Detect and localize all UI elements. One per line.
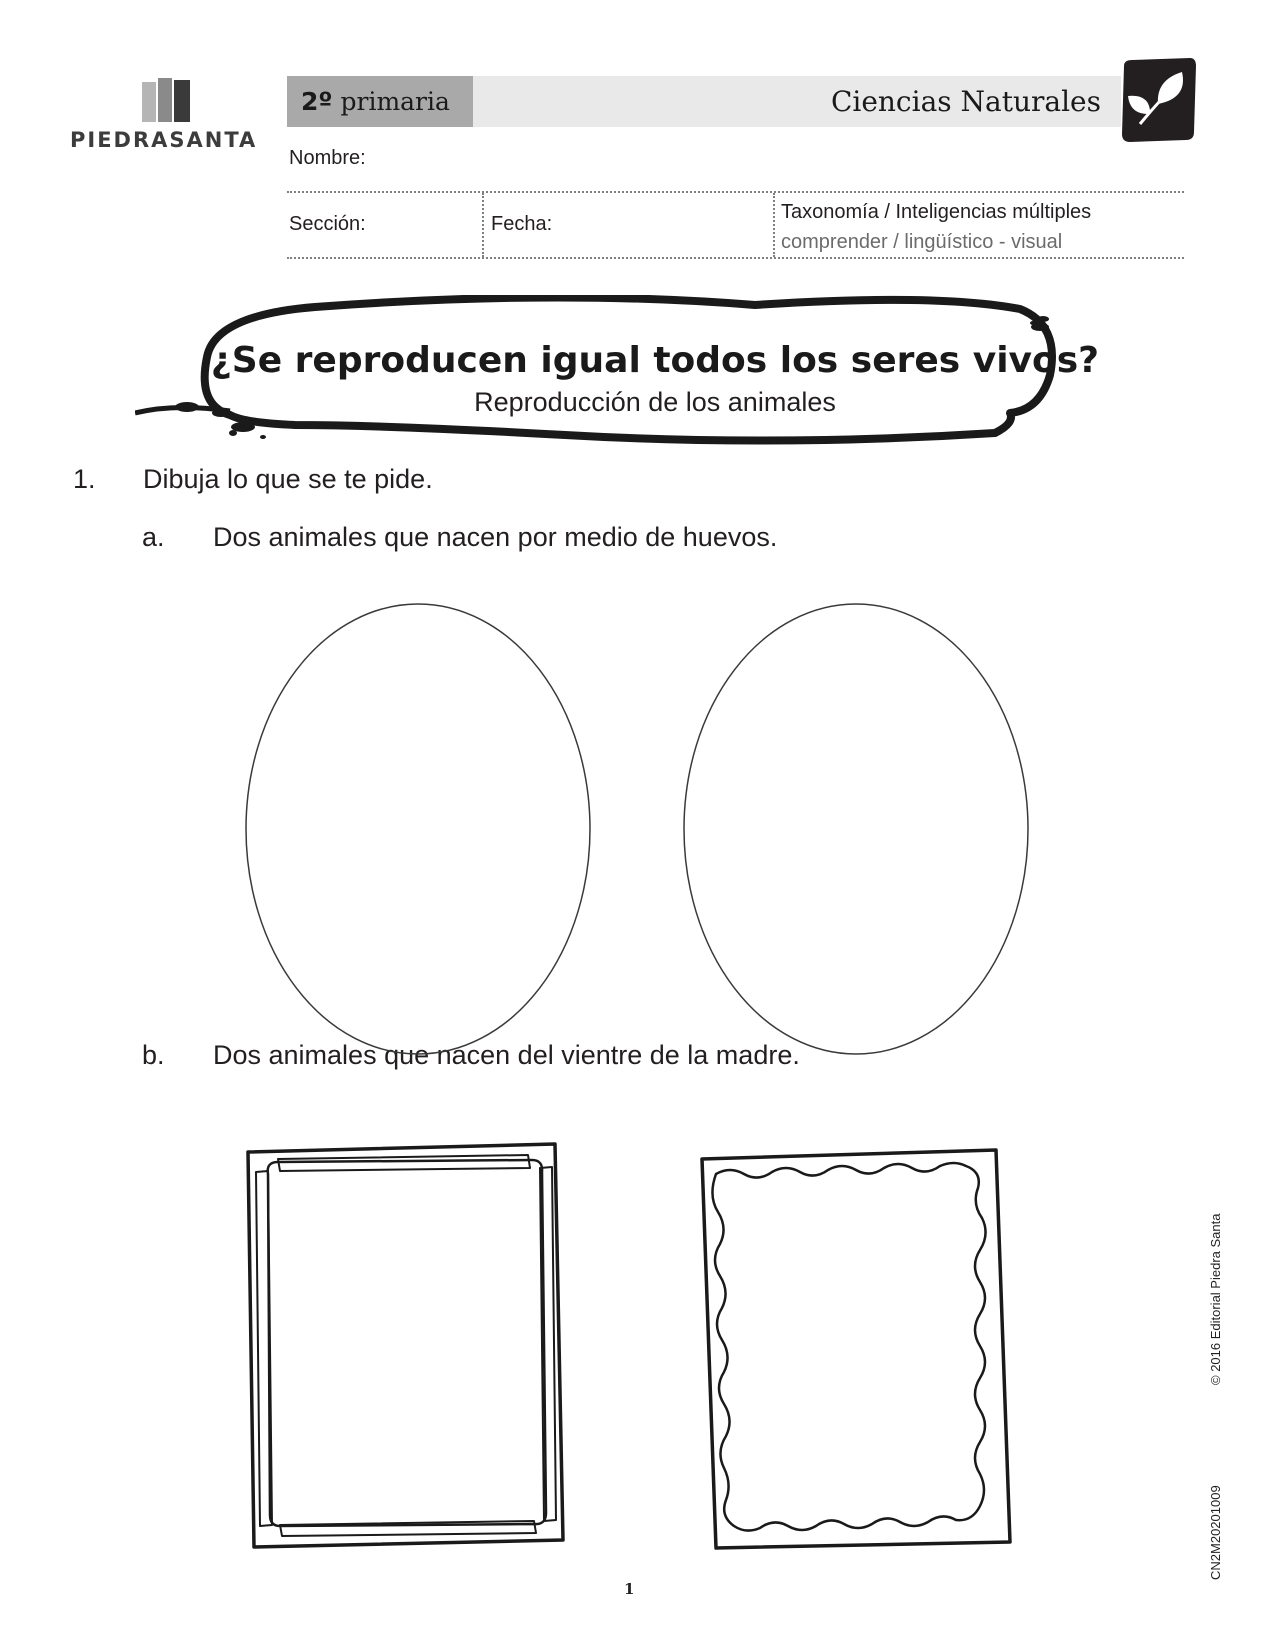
worksheet-subtitle: Reproducción de los animales [474,387,836,417]
item-a-text: Dos animales que nacen por medio de huevos. [213,522,778,552]
grade-number: 2º [301,87,333,116]
taxonomy-value: comprender / lingüístico - visual [781,231,1063,253]
date-label: Fecha: [491,213,553,235]
name-label: Nombre: [289,147,366,169]
egg-drawing-area-right [684,604,1028,1054]
frame-drawing-area-left [248,1144,563,1547]
frame-drawing-area-right [702,1150,1010,1548]
grade-level: primaria [340,87,450,116]
subject-name: Ciencias Naturales [830,85,1101,118]
worksheet-title: ¿Se reproducen igual todos los seres vivos? [210,340,1100,381]
page-number: 1 [624,1580,635,1598]
taxonomy-heading: Taxonomía / Inteligencias múltiples [781,201,1092,223]
item-a-letter: a. [142,522,165,552]
exercise-number: 1. [73,464,96,494]
item-b-text: Dos animales que nacen del vientre de la madre. [213,1040,800,1070]
section-label: Sección: [289,213,366,235]
copyright-text: © 2016 Editorial Piedra Santa [1208,1213,1223,1385]
document-code-text: CN2M20201009 [1208,1485,1223,1580]
egg-drawing-area-left [246,604,590,1054]
item-b-letter: b. [142,1040,165,1070]
exercise-instruction: Dibuja lo que se te pide. [143,464,433,494]
logo-wordmark: PIEDRASANTA [70,128,258,152]
